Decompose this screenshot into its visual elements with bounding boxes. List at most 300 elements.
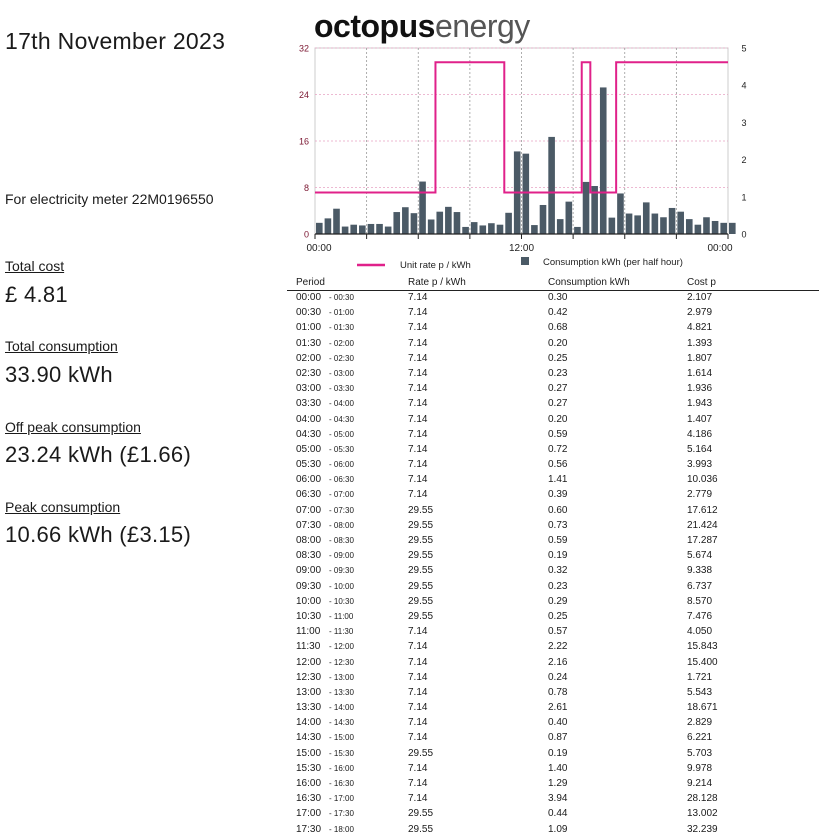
consumption-bar (677, 212, 684, 234)
cost-cell: 9.214 (687, 778, 713, 789)
consumption-bar (368, 224, 375, 234)
rate-cell: 7.14 (408, 459, 428, 471)
rate-cell: 7.14 (408, 489, 428, 501)
period-start: 04:00 (296, 413, 322, 425)
table-row (296, 594, 821, 609)
rate-cell: 29.55 (408, 550, 434, 562)
period-start: 12:00 (296, 656, 322, 668)
x-tick-label: 00:00 (707, 243, 733, 254)
cost-cell: 5.674 (687, 550, 713, 562)
period-start: 05:30 (296, 459, 322, 471)
period-start: 04:30 (296, 428, 322, 440)
consumption-bar (411, 213, 418, 234)
period-end: - 08:00 (329, 520, 354, 530)
consumption-cell: 1.41 (548, 474, 568, 486)
rate-cell: 7.14 (408, 793, 428, 805)
consumption-bar (497, 225, 504, 234)
consumption-cell: 0.60 (548, 504, 568, 516)
rate-cell: 7.14 (408, 367, 428, 379)
table-row (296, 670, 821, 685)
period-cell (296, 565, 354, 576)
cost-cell: 1.393 (687, 337, 713, 349)
period-end: - 17:00 (329, 794, 354, 804)
cost-cell: 15.400 (687, 656, 718, 668)
right-tick-label: 4 (741, 80, 747, 91)
period-start: 15:30 (296, 762, 322, 774)
right-tick-label: 2 (741, 155, 747, 166)
right-tick-label: 5 (741, 43, 747, 54)
consumption-bar (376, 224, 383, 234)
period-start: 12:30 (296, 671, 322, 683)
chart-legend (357, 257, 683, 271)
period-end: - 13:30 (329, 687, 354, 697)
consumption-bar (505, 213, 512, 234)
consumption-cell: 0.27 (548, 383, 568, 395)
right-tick-label: 3 (741, 117, 747, 128)
period-end: - 01:30 (329, 323, 354, 333)
consumption-cell: 2.61 (548, 702, 568, 714)
table-row (296, 563, 821, 578)
consumption-cell: 0.24 (548, 671, 568, 683)
period-end: - 16:00 (329, 763, 354, 773)
consumption-cell: 0.68 (548, 322, 568, 334)
total-cost-label: Total cost (5, 258, 65, 274)
rate-cell: 29.55 (408, 808, 434, 820)
consumption-bar (462, 227, 469, 234)
period-start: 05:00 (296, 443, 322, 455)
period-start: 15:00 (296, 747, 322, 759)
period-end: - 16:30 (329, 779, 354, 788)
consumption-cell: 3.94 (548, 793, 568, 805)
table-row (296, 427, 821, 442)
consumption-cell: 2.22 (548, 641, 568, 653)
consumption-cell: 2.16 (548, 656, 568, 668)
consumption-bar (609, 218, 616, 234)
consumption-bar (617, 193, 624, 234)
consumption-cell: 0.59 (548, 428, 568, 440)
period-cell (296, 429, 354, 440)
period-end: - 03:00 (329, 368, 354, 378)
total-consumption-label: Total consumption (5, 338, 118, 354)
period-end: - 02:30 (329, 353, 354, 363)
consumption-bar (445, 207, 452, 234)
rate-cell: 29.55 (408, 823, 434, 835)
cost-cell: 1.936 (687, 383, 713, 395)
period-start: 02:00 (296, 352, 322, 364)
consumption-cell: 0.40 (548, 717, 568, 729)
rate-cell: 7.14 (408, 428, 428, 440)
period-cell (296, 702, 354, 713)
consumption-cell: 1.09 (548, 823, 568, 835)
table-row (296, 412, 821, 427)
cost-cell: 15.843 (687, 641, 718, 653)
period-start: 08:00 (296, 535, 322, 546)
table-row (296, 290, 821, 305)
consumption-cell: 0.56 (548, 459, 568, 471)
consumption-bar (488, 223, 495, 234)
consumption-bar (325, 218, 332, 234)
cost-cell: 2.979 (687, 307, 713, 319)
period-end: - 10:30 (329, 596, 354, 606)
cost-cell: 10.036 (687, 474, 718, 486)
period-end: - 03:30 (329, 384, 354, 394)
period-end: - 06:00 (329, 460, 354, 470)
period-cell (296, 748, 354, 759)
period-end: - 12:30 (329, 657, 354, 667)
cost-cell: 1.807 (687, 352, 713, 364)
left-tick-label: 32 (298, 43, 309, 54)
period-end: - 01:00 (329, 308, 354, 318)
period-cell (296, 808, 354, 819)
rate-cell: 29.55 (408, 565, 434, 577)
cost-cell: 4.821 (687, 322, 713, 334)
period-cell (296, 793, 354, 804)
offpeak-value: 23.24 kWh (£1.66) (5, 442, 192, 467)
period-end: - 13:00 (329, 672, 354, 682)
rate-cell: 7.14 (408, 686, 428, 698)
cost-cell: 7.476 (687, 610, 713, 622)
cost-cell: 8.570 (687, 595, 713, 607)
consumption-cell: 0.72 (548, 443, 568, 455)
cost-cell: 5.164 (687, 443, 713, 455)
cost-cell: 6.737 (687, 580, 713, 592)
period-start: 00:00 (296, 292, 322, 303)
consumption-bar (720, 223, 727, 234)
rate-cell: 7.14 (408, 656, 428, 668)
consumption-cell: 0.25 (548, 352, 568, 364)
rate-cell: 7.14 (408, 383, 428, 395)
period-cell (296, 474, 354, 485)
consumption-cell: 0.32 (548, 565, 568, 577)
table-row (296, 548, 821, 563)
rate-cell: 29.55 (408, 595, 434, 607)
cost-cell: 4.050 (687, 626, 713, 638)
consumption-bar (454, 212, 461, 234)
period-cell (296, 459, 354, 470)
consumption-chart (290, 40, 760, 272)
consumption-bar (428, 219, 435, 234)
rate-cell: 7.14 (408, 322, 428, 334)
period-cell (296, 611, 353, 622)
table-row (296, 624, 821, 639)
rate-cell: 7.14 (408, 413, 428, 425)
period-cell (296, 732, 354, 743)
left-tick-label: 8 (303, 183, 309, 193)
right-tick-label: 0 (741, 229, 747, 240)
rate-cell: 29.55 (408, 747, 434, 759)
consumption-cell: 0.19 (548, 550, 568, 562)
period-start: 01:30 (296, 337, 322, 349)
cost-cell: 2.779 (687, 489, 713, 501)
consumption-bar (669, 208, 676, 234)
total-consumption-value: 33.90 kWh (5, 362, 113, 387)
table-row (296, 822, 821, 837)
consumption-cell: 0.27 (548, 398, 568, 410)
offpeak-label: Off peak consumption (5, 419, 141, 435)
consumption-bar (419, 182, 426, 234)
consumption-cell: 1.29 (548, 778, 568, 789)
period-start: 09:00 (296, 565, 322, 577)
legend-consumption-label: Consumption kWh (per half hour) (543, 257, 683, 268)
table-row (296, 685, 821, 700)
x-tick-label: 00:00 (306, 243, 332, 254)
period-cell (296, 398, 354, 409)
cost-cell: 5.543 (687, 686, 713, 698)
consumption-cell: 0.57 (548, 626, 568, 638)
period-cell (296, 444, 354, 455)
table-row (296, 730, 821, 745)
period-cell (296, 520, 354, 531)
table-row (296, 746, 821, 761)
period-end: - 09:30 (329, 566, 354, 576)
period-start: 10:00 (296, 595, 322, 607)
period-end: - 15:00 (329, 733, 354, 743)
period-cell (296, 292, 354, 303)
rate-cell: 29.55 (408, 519, 434, 531)
cost-cell: 28.128 (687, 793, 718, 805)
left-tick-label: 0 (303, 229, 309, 240)
table-row (296, 700, 821, 715)
consumption-cell: 0.87 (548, 732, 568, 744)
consumption-bar (557, 219, 564, 234)
period-end: - 05:30 (329, 444, 354, 454)
period-end: - 04:00 (329, 399, 354, 409)
rate-cell: 29.55 (408, 504, 434, 516)
consumption-bar (342, 227, 349, 234)
consumption-bar (712, 221, 719, 234)
period-start: 02:30 (296, 367, 322, 379)
left-tick-label: 16 (298, 136, 309, 147)
cost-cell: 6.221 (687, 732, 713, 744)
period-cell (296, 322, 354, 333)
period-end: - 06:30 (329, 475, 354, 485)
header-cost: Cost p (687, 277, 716, 288)
logo-light: energy (434, 8, 530, 44)
consumption-bar (548, 137, 555, 234)
table-row (296, 442, 821, 457)
cost-cell: 3.993 (687, 459, 713, 471)
cost-cell: 13.002 (687, 808, 718, 820)
consumption-bar (660, 217, 667, 234)
consumption-cell: 0.25 (548, 610, 568, 622)
rate-cell: 7.14 (408, 474, 428, 486)
period-cell (296, 778, 354, 789)
consumption-bar (393, 212, 400, 234)
cost-cell: 4.186 (687, 428, 713, 440)
cost-cell: 9.338 (687, 565, 713, 577)
period-start: 17:00 (296, 808, 322, 820)
consumption-bar (350, 225, 357, 234)
consumption-cell: 0.23 (548, 367, 568, 379)
rate-cell: 7.14 (408, 626, 428, 638)
period-cell (296, 824, 354, 835)
table-row (296, 366, 821, 381)
period-start: 13:30 (296, 702, 322, 714)
rate-cell: 7.14 (408, 443, 428, 455)
consumption-bar (695, 225, 702, 234)
table-row (296, 457, 821, 472)
period-end: - 09:00 (329, 551, 354, 561)
table-row (296, 639, 821, 654)
period-start: 16:30 (296, 793, 322, 805)
period-end: - 02:00 (329, 338, 354, 348)
period-start: 07:30 (296, 519, 322, 531)
period-cell (296, 338, 354, 349)
period-cell (296, 581, 354, 592)
period-start: 16:00 (296, 778, 322, 789)
consumption-cell: 0.39 (548, 489, 568, 501)
cost-cell: 1.721 (687, 671, 713, 683)
cost-cell: 1.614 (687, 367, 713, 379)
period-end: - 00:30 (329, 293, 354, 302)
cost-cell: 2.107 (687, 292, 713, 303)
period-cell (296, 505, 354, 516)
cost-cell: 1.407 (687, 413, 713, 425)
header-consumption: Consumption kWh (548, 277, 630, 288)
consumption-cell: 0.30 (548, 292, 568, 303)
table-row (296, 609, 821, 624)
period-end: - 11:00 (329, 611, 354, 621)
consumption-bar (523, 154, 530, 234)
period-end: - 17:30 (329, 809, 354, 819)
period-end: - 05:00 (329, 429, 354, 439)
cost-cell: 32.239 (687, 823, 718, 835)
table-row (296, 472, 821, 487)
table-row (296, 396, 821, 411)
period-cell (296, 687, 354, 698)
period-end: - 07:30 (329, 505, 354, 515)
consumption-bar (703, 217, 710, 234)
period-end: - 04:30 (329, 414, 354, 424)
table-row (296, 487, 821, 502)
table-row (296, 503, 821, 518)
table-row (296, 381, 821, 396)
period-start: 08:30 (296, 550, 322, 562)
rate-cell: 29.55 (408, 610, 434, 622)
table-row (296, 320, 821, 335)
consumption-table (296, 290, 821, 837)
consumption-bar (583, 182, 590, 234)
period-start: 14:00 (296, 717, 322, 729)
cost-cell: 9.978 (687, 762, 713, 774)
consumption-cell: 0.20 (548, 337, 568, 349)
period-cell (296, 763, 354, 774)
period-cell (296, 368, 354, 379)
rate-cell: 7.14 (408, 671, 428, 683)
consumption-bar (643, 202, 650, 234)
cost-cell: 21.424 (687, 519, 718, 531)
consumption-cell: 0.73 (548, 519, 568, 531)
rate-cell: 7.14 (408, 702, 428, 714)
period-cell (296, 657, 354, 668)
period-start: 06:00 (296, 474, 322, 486)
logo-bold: octopus (314, 8, 435, 44)
consumption-cell: 0.20 (548, 413, 568, 425)
header-period: Period (296, 277, 325, 288)
consumption-bar (402, 207, 409, 234)
cost-cell: 5.703 (687, 747, 713, 759)
period-start: 06:30 (296, 489, 322, 501)
consumption-cell: 0.42 (548, 307, 568, 319)
period-cell (296, 414, 354, 425)
period-start: 03:00 (296, 383, 322, 395)
period-cell (296, 353, 354, 364)
period-cell (296, 717, 354, 728)
meter-id: For electricity meter 22M0196550 (5, 191, 214, 207)
period-start: 13:00 (296, 686, 322, 698)
table-row (296, 776, 821, 791)
cost-cell: 18.671 (687, 702, 718, 714)
rate-cell: 7.14 (408, 762, 428, 774)
peak-label: Peak consumption (5, 499, 121, 515)
cost-cell: 17.612 (687, 504, 718, 516)
period-cell (296, 550, 354, 561)
chart-grid (315, 48, 728, 234)
consumption-bar (686, 219, 693, 234)
rate-cell: 7.14 (408, 292, 428, 303)
table-row (296, 715, 821, 730)
rate-cell: 29.55 (408, 535, 434, 546)
consumption-bar (333, 209, 340, 234)
rate-cell: 7.14 (408, 641, 428, 653)
consumption-bar (626, 214, 633, 234)
rate-cell: 29.55 (408, 580, 434, 592)
consumption-bar (531, 225, 538, 234)
table-row (296, 351, 821, 366)
period-end: - 14:00 (329, 703, 354, 713)
period-end: - 08:30 (329, 536, 354, 545)
consumption-bar (634, 215, 641, 234)
cost-cell: 1.943 (687, 398, 713, 410)
table-row (296, 305, 821, 320)
x-tick-label: 12:00 (508, 243, 535, 254)
period-cell (296, 383, 354, 394)
period-start: 01:00 (296, 322, 322, 334)
consumption-bar (316, 223, 323, 234)
period-start: 17:30 (296, 823, 322, 835)
rate-cell: 7.14 (408, 717, 428, 729)
left-tick-label: 24 (298, 90, 309, 100)
period-start: 07:00 (296, 504, 322, 516)
table-row (296, 655, 821, 670)
consumption-bar (471, 222, 478, 234)
consumption-cell: 0.19 (548, 747, 568, 759)
consumption-cell: 1.40 (548, 762, 568, 774)
consumption-cell: 0.29 (548, 595, 568, 607)
period-start: 10:30 (296, 610, 322, 622)
period-end: - 10:00 (329, 581, 354, 591)
period-end: - 07:00 (329, 490, 354, 500)
table-row (296, 761, 821, 776)
cost-cell: 2.829 (687, 717, 713, 729)
period-end: - 11:30 (329, 627, 354, 637)
period-start: 14:30 (296, 732, 322, 744)
consumption-bar (566, 202, 573, 234)
rate-cell: 7.14 (408, 307, 428, 319)
rate-cell: 7.14 (408, 778, 428, 789)
rate-cell: 7.14 (408, 732, 428, 744)
period-start: 00:30 (296, 307, 322, 319)
consumption-bar (479, 225, 486, 234)
table-row (296, 336, 821, 351)
rate-cell: 7.14 (408, 398, 428, 410)
period-cell (296, 641, 354, 652)
period-end: - 14:30 (329, 718, 354, 728)
period-start: 11:00 (296, 626, 321, 638)
period-end: - 12:00 (329, 642, 354, 652)
consumption-bar (729, 223, 736, 234)
consumption-cell: 0.78 (548, 686, 568, 698)
